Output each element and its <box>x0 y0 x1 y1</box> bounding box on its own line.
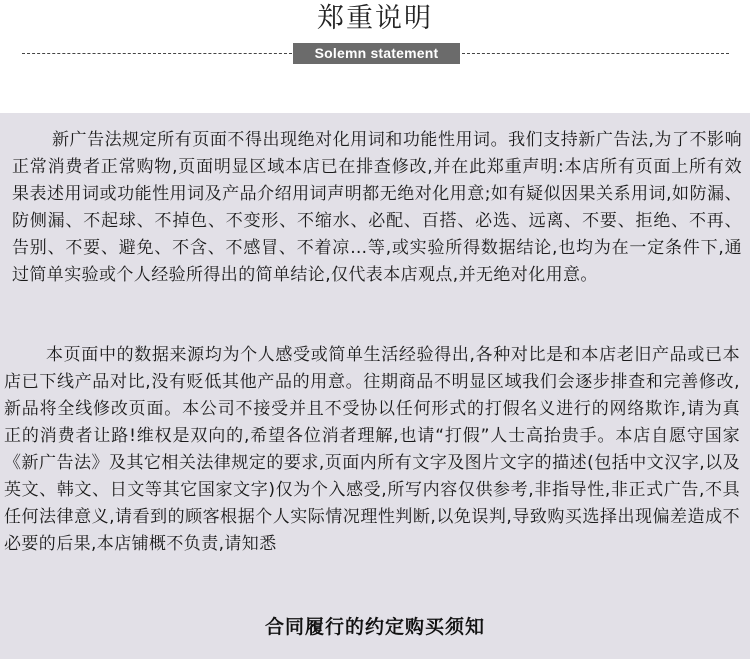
section-heading: 合同履行的约定购买须知 <box>264 616 485 638</box>
page-title: 郑重说明 <box>317 3 433 34</box>
header <box>0 0 750 90</box>
dashed-divider-right <box>462 53 729 54</box>
subtitle-badge: Solemn statement <box>293 43 460 64</box>
dashed-divider-left <box>22 53 292 54</box>
statement-panel <box>0 113 750 659</box>
statement-paragraph-1: 新广告法规定所有页面不得出现绝对化用词和功能性用词。我们支持新广告法,为了不影响正常消费者正常购物,页面明显区域本店已在排查修改,并在此郑重声明:本店所有页面上所有效果表述用词或功能性用词及产品介绍用词声明都无绝对化用意;如有疑似因果关系用词,如防漏、防侧漏、不起球、不掉色、不变形、不缩水、必配、百搭、必选、远离、不要、拒绝、不再、告别、不要、避免、不含、不感冒、不着凉…等,或实验所得数据结论,也均为在一定条件下,通过简单实验或个人经验所得出的简单结论,仅代表本店观点,并无绝对化用意。 <box>12 130 742 285</box>
statement-paragraph-2: 本页面中的数据来源均为个人感受或简单生活经验得出,各种对比是和本店老旧产品或已本店已下线产品对比,没有贬低其他产品的用意。往期商品不明显区域我们会逐步排查和完善修改,新品将全线修改页面。本公司不接受并且不受协以任何形式的打假名义进行的网络欺诈,请为真正的消费者让路!维权是双向的,希望各位消者理解,也请“打假”人士高抬贵手。本店自愿守国家《新广告法》及其它相关法律规定的要求,页面内所有文字及图片文字的描述(包括中文汉字,以及英文、韩文、日文等其它国家文字)仅为个入感受,所写内容仅供参考,非指导性,非正式广告,不具任何法律意义,请看到的顾客根据个人实际情况理性判断,以免误判,导致购买选择出现偏差造成不必要的后果,本店铺概不负责,请知悉 <box>4 345 740 554</box>
